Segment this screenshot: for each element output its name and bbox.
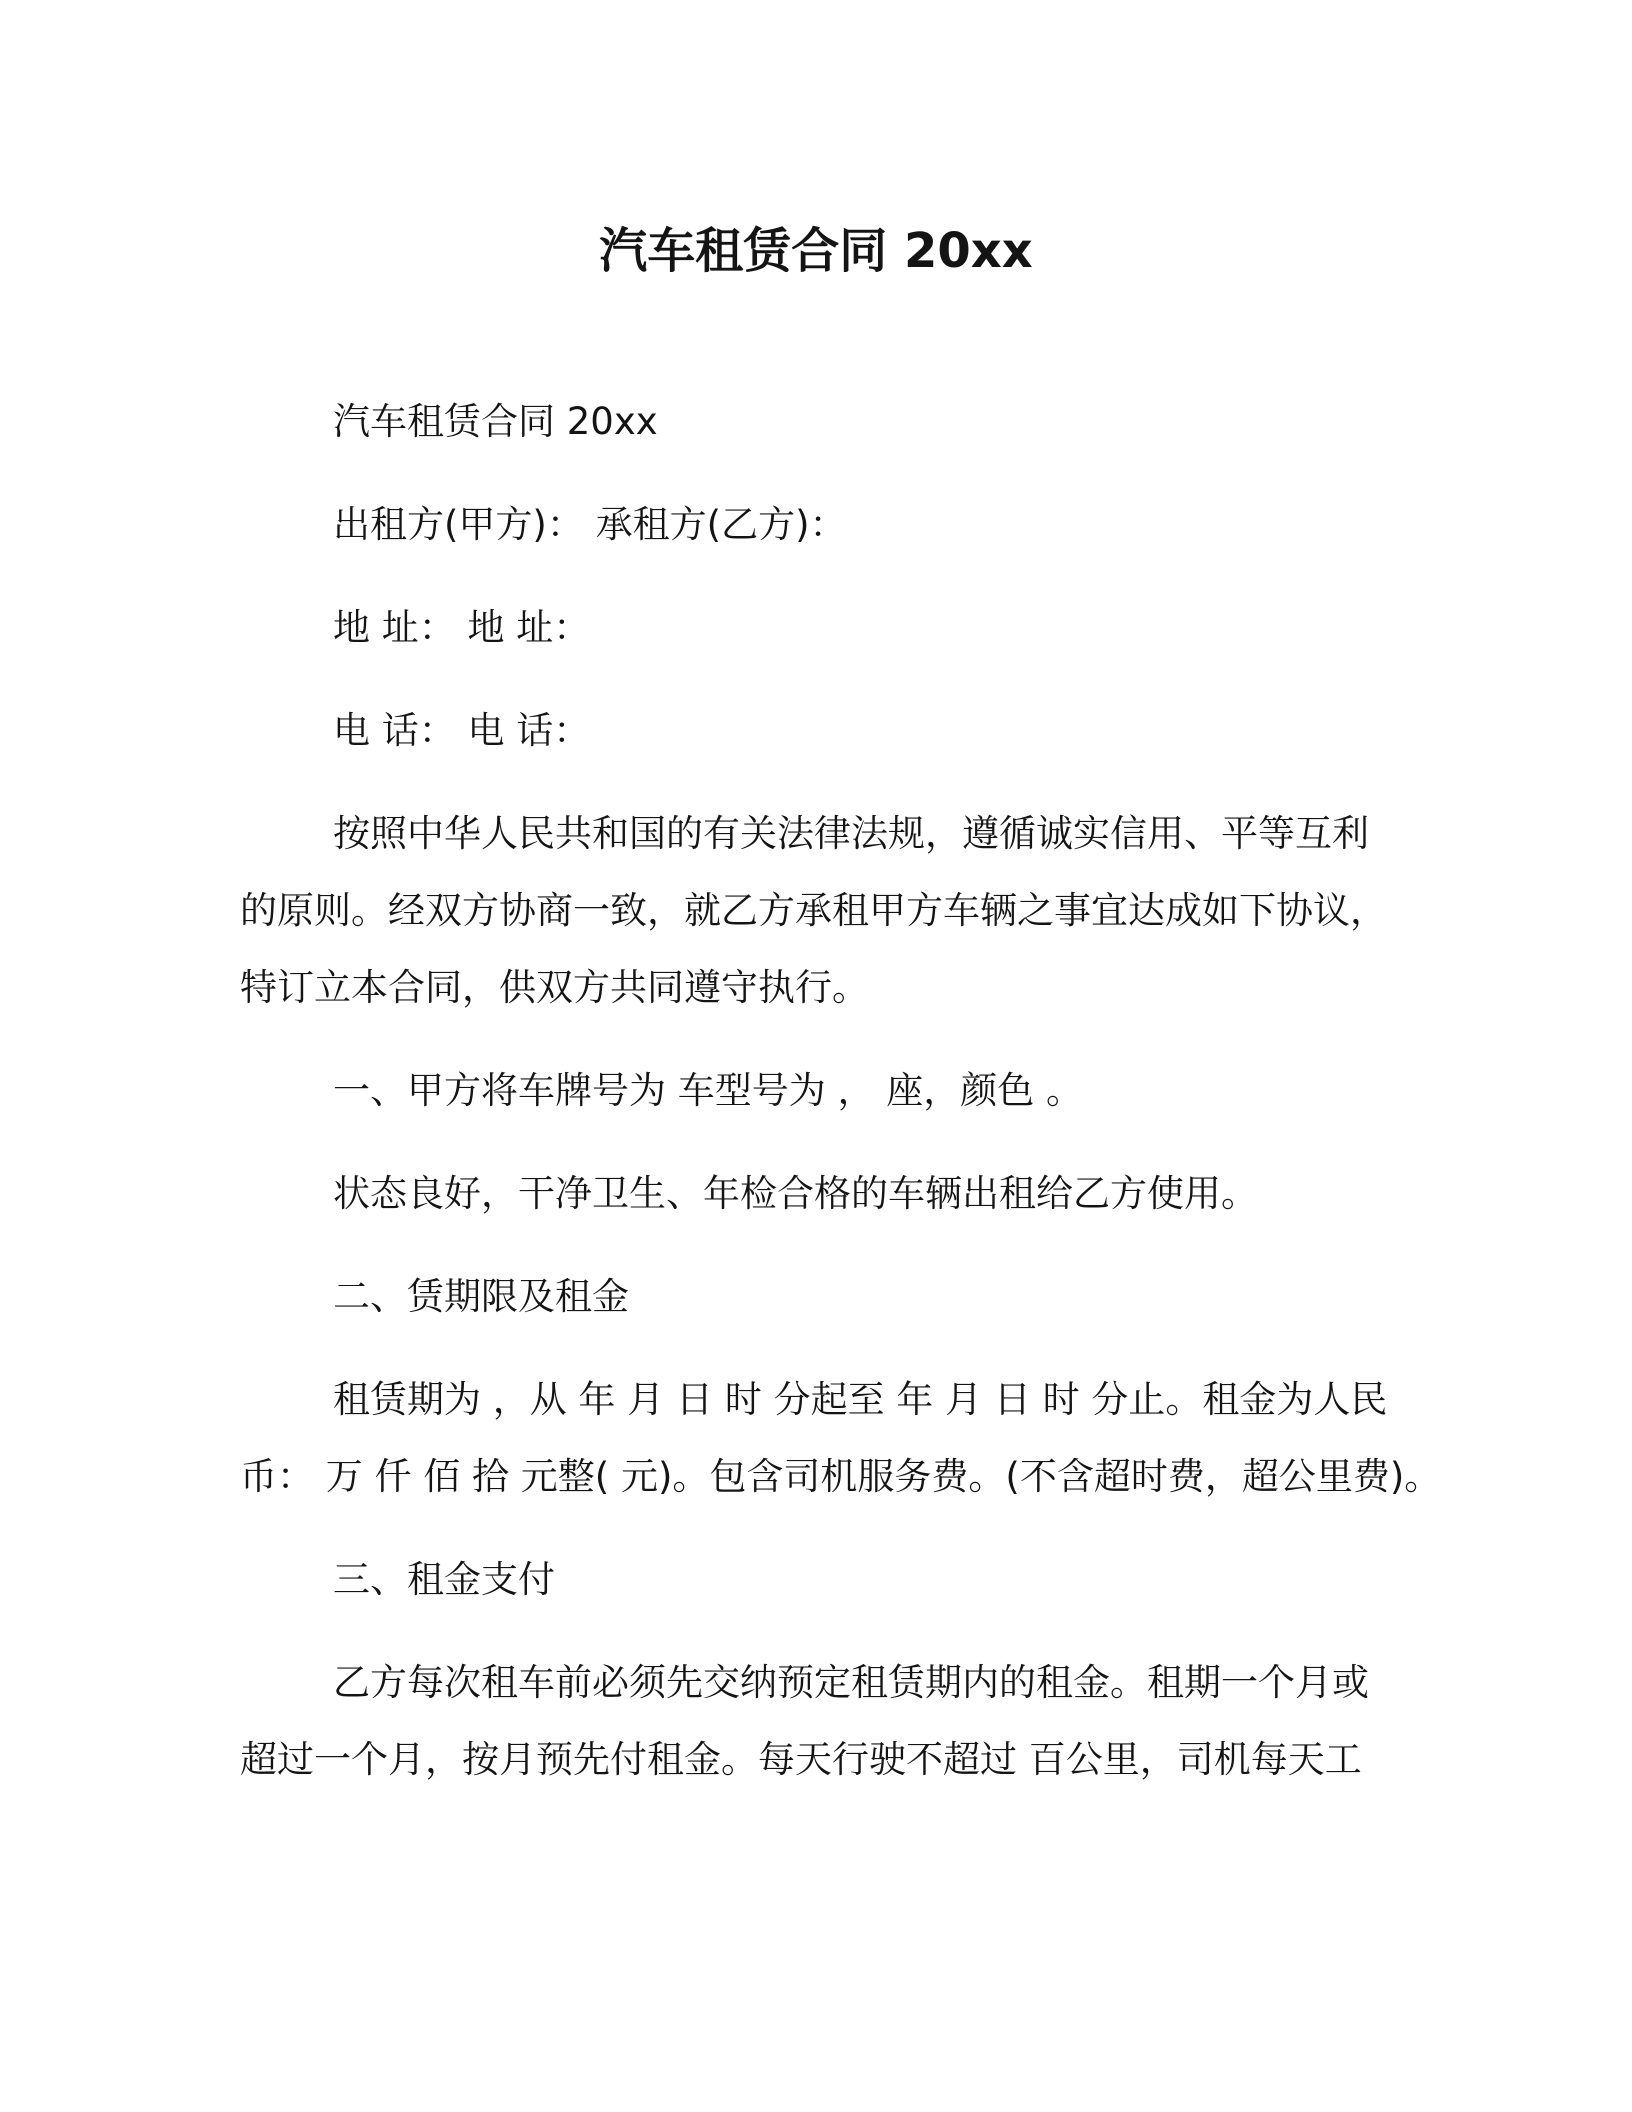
clause-2-heading xyxy=(240,1258,1400,1335)
paragraph-line: 特订立本合同，供双方共同遵守执行。 xyxy=(240,966,869,1009)
paragraph-line: 汽车租赁合同 20xx xyxy=(333,400,658,443)
paragraph-line: 出租方(甲方)： 承租方(乙方)： xyxy=(333,503,847,546)
lease-term-paragraph xyxy=(240,1361,1442,1515)
preamble-paragraph xyxy=(240,795,1400,1026)
paragraph-line: 状态良好，干净卫生、年检合格的车辆出租给乙方使用。 xyxy=(333,1172,1258,1215)
section-heading-line: 二、赁期限及租金 xyxy=(333,1275,629,1318)
rent-payment-paragraph xyxy=(240,1644,1400,1798)
paragraph-line: 租赁期为 ，从 年 月 日 时 分起至 年 月 日 时 分止。租金为人民 xyxy=(333,1378,1388,1421)
contract-title: 汽车租赁合同 20xx xyxy=(599,223,1033,279)
paragraph-line: 超过一个月，按月预先付租金。每天行驶不超过 百公里，司机每天工 xyxy=(240,1738,1362,1781)
clause-3-heading xyxy=(240,1541,1400,1618)
parties-paragraph xyxy=(240,486,1400,563)
paragraph-line: 电 话： 电 话： xyxy=(333,709,591,752)
paragraph-line: 地 址： 地 址： xyxy=(333,606,591,649)
address-paragraph xyxy=(240,589,1400,666)
paragraph-line: 的原则。经双方协商一致，就乙方承租甲方车辆之事宜达成如下协议， xyxy=(240,889,1387,932)
contract-name-paragraph xyxy=(240,383,1400,460)
paragraph-line: 乙方每次租车前必须先交纳预定租赁期内的租金。租期一个月或 xyxy=(333,1661,1369,1704)
paragraph-line: 币： 万 仟 佰 拾 元整( 元)。包含司机服务费。(不含超时费，超公里费)。 xyxy=(240,1455,1442,1498)
paragraph-line: 按照中华人民共和国的有关法律法规，遵循诚实信用、平等互利 xyxy=(333,812,1369,855)
vehicle-condition-paragraph xyxy=(240,1155,1400,1232)
paragraph-line: 一、甲方将车牌号为 车型号为 ， 座，颜色 。 xyxy=(333,1069,1084,1112)
clause-1-paragraph xyxy=(240,1052,1400,1129)
section-heading-line: 三、租金支付 xyxy=(333,1558,555,1601)
phone-paragraph xyxy=(240,692,1400,769)
document-body xyxy=(240,383,1442,1824)
